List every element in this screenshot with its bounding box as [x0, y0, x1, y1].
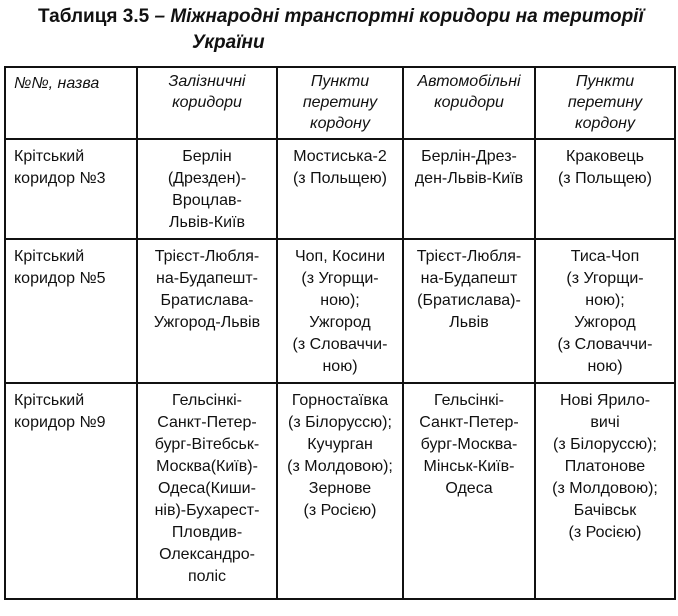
caption-prefix: Таблиця 3.5 [38, 6, 150, 27]
cell-line: бург-Москва- [420, 436, 518, 453]
cell-line: нів)-Бухарест- [154, 502, 260, 519]
cell-line: поліс [187, 568, 227, 585]
cell-line: Санкт-Петер- [419, 414, 519, 431]
cell-line: коридори [172, 94, 242, 111]
table-cell [137, 139, 277, 239]
cell-line: ною); [320, 292, 360, 309]
cell-line: коридори [434, 94, 504, 111]
cell-line: Ужгород [574, 314, 636, 331]
cell-line: (з Угорщи- [301, 270, 379, 287]
cell-line: Кучурган [307, 436, 373, 453]
cell-line: Гельсінкі- [434, 392, 504, 409]
cell-line: кордону [575, 115, 635, 132]
cell-line: Мінськ-Київ- [423, 458, 515, 475]
cell-line: Мостиська-2 [293, 148, 387, 165]
header-cell [5, 67, 137, 139]
cell-line: коридор №3 [14, 170, 106, 187]
cell-line: кордону [310, 115, 370, 132]
cell-line: Берлін-Дрез- [421, 148, 517, 165]
table-cell [535, 139, 675, 239]
cell-line: Нові Ярило- [559, 392, 651, 409]
cell-line: Бачівськ [573, 502, 637, 519]
cell-line: (з Словаччи- [292, 336, 388, 353]
cell-line: (з Білоруссю); [553, 436, 657, 453]
table-cell [403, 383, 535, 599]
caption-title-line2: України [192, 32, 265, 53]
table-row [5, 239, 675, 383]
table-cell [137, 239, 277, 383]
caption-dash: – [154, 6, 166, 27]
cell-line: коридор №5 [14, 270, 106, 287]
cell-line: Ужгород-Львів [153, 314, 261, 331]
cell-line: Санкт-Петер- [157, 414, 257, 431]
cell-line: ною) [587, 358, 623, 375]
table-caption [38, 4, 658, 56]
table-row [5, 383, 675, 599]
cell-line: на-Будапешт [420, 270, 518, 287]
cell-line: на-Будапешт- [156, 270, 258, 287]
header-row [5, 67, 675, 139]
cell-line: Одеса [445, 480, 493, 497]
table-cell [277, 239, 403, 383]
table-cell [403, 239, 535, 383]
transport-corridors-table [4, 66, 676, 600]
cell-line: Трієст-Любля- [154, 248, 260, 265]
table-cell [137, 383, 277, 599]
cell-line: бург-Вітебськ- [154, 436, 260, 453]
table-cell [277, 383, 403, 599]
cell-line: (з Угорщи- [566, 270, 644, 287]
cell-line: Москва(Київ)- [156, 458, 258, 475]
table-cell [5, 383, 137, 599]
cell-line: Крітський [14, 392, 85, 409]
cell-line: Тиса-Чоп [570, 248, 640, 265]
cell-line: Львів [449, 314, 489, 331]
cell-line: Крітський [14, 248, 85, 265]
cell-line: перетину [302, 94, 378, 111]
cell-line: (з Польщею) [292, 170, 388, 187]
cell-line: Автомобільні [417, 73, 521, 90]
table-cell [5, 139, 137, 239]
cell-line: перетину [567, 94, 643, 111]
cell-line: Пункти [575, 73, 635, 90]
table-cell [5, 239, 137, 383]
cell-line: (з Польщею) [557, 170, 653, 187]
cell-line: Гельсінкі- [172, 392, 242, 409]
cell-line: (з Білоруссю); [288, 414, 392, 431]
cell-line: Трієст-Любля- [416, 248, 522, 265]
cell-line: Крітський [14, 148, 85, 165]
caption-title-line1: Міжнародні транспортні коридори на території [170, 6, 644, 27]
cell-line: (Братислава)- [417, 292, 521, 309]
cell-line: ною) [322, 358, 358, 375]
cell-line: Братислава- [160, 292, 254, 309]
cell-line: Чоп, Косини [294, 248, 386, 265]
cell-line: Зернове [308, 480, 372, 497]
cell-line: Одеса(Киши- [158, 480, 256, 497]
cell-line: Берлін [182, 148, 232, 165]
cell-line: коридор №9 [14, 414, 106, 431]
header-cell [403, 67, 535, 139]
cell-line: ною); [585, 292, 625, 309]
header-cell [277, 67, 403, 139]
table-cell [277, 139, 403, 239]
cell-line: Вроцлав- [172, 192, 242, 209]
cell-line: Олександро- [159, 546, 255, 563]
cell-line: вичі [590, 414, 620, 431]
cell-line: Пункти [310, 73, 370, 90]
cell-line: Платонове [564, 458, 646, 475]
cell-line: Залізничні [168, 73, 246, 90]
cell-line: (з Росією) [568, 524, 642, 541]
table-cell [535, 239, 675, 383]
cell-line: (з Молдовою); [287, 458, 393, 475]
cell-line: (з Росією) [303, 502, 377, 519]
cell-line: Львів-Київ [169, 214, 245, 231]
cell-line: (Дрезден)- [167, 170, 247, 187]
cell-line: №№, назва [14, 75, 100, 92]
cell-line: Краковець [566, 148, 644, 165]
cell-line: Горностаївка [291, 392, 389, 409]
table-row [5, 139, 675, 239]
table-cell [403, 139, 535, 239]
cell-line: Ужгород [309, 314, 371, 331]
cell-line: (з Словаччи- [557, 336, 653, 353]
cell-line: ден-Львів-Київ [414, 170, 524, 187]
cell-line: Пловдив- [171, 524, 243, 541]
header-cell [137, 67, 277, 139]
table-cell [535, 383, 675, 599]
header-cell [535, 67, 675, 139]
cell-line: (з Молдовою); [552, 480, 658, 497]
